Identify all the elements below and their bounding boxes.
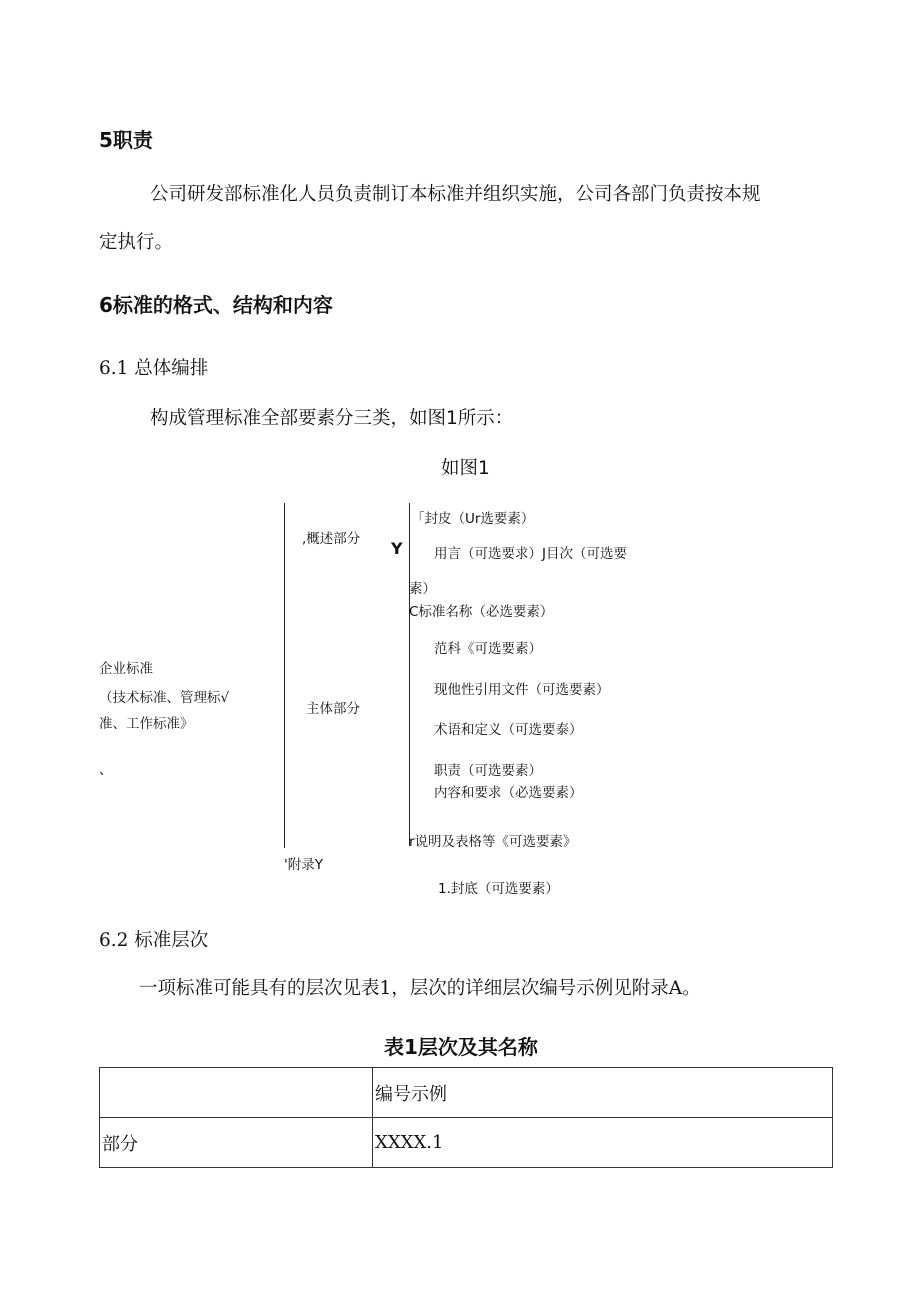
section-6-2-heading: 6.2 标准层次 xyxy=(99,930,209,951)
table-row xyxy=(100,1118,833,1168)
table-header-cell: 编号示例 xyxy=(373,1068,833,1118)
diagram-branch-overview-mark: Y xyxy=(391,539,403,558)
table-1-title: 表1层次及其名称 xyxy=(384,1035,538,1059)
section-6-heading: 6标准的格式、结构和内容 xyxy=(99,293,333,317)
diagram-item-duties: 职责（可选要素） xyxy=(434,763,542,779)
diagram-item-preface-line1: 用言（可选要求）J目次（可选要 xyxy=(434,546,627,562)
section-6-1-paragraph: 构成管理标准全部要素分三类，如图1所示： xyxy=(150,408,514,429)
diagram-item-terms: 术语和定义（可选要泰） xyxy=(434,722,583,738)
diagram-item-cover: 「封皮（Ur选要素） xyxy=(411,511,535,527)
figure-caption: 如图1 xyxy=(441,458,490,479)
diagram-item-back-cover: 1.封底（可选要素） xyxy=(438,881,559,897)
diagram-branch-appendix: '附录Y xyxy=(284,857,323,873)
diagram-root-mark: 、 xyxy=(99,762,113,778)
diagram-item-preface-line2: 素） xyxy=(409,581,436,597)
table-cell: XXXX.1 xyxy=(373,1118,833,1168)
diagram-branch-main: 主体部分 xyxy=(306,701,360,717)
table-header-row xyxy=(100,1068,833,1118)
section-5-paragraph-line1: 公司研发部标准化人员负责制订本标准并组织实施，公司各部门负责按本规 xyxy=(150,184,761,205)
diagram-item-content: 内容和要求（必选要素） xyxy=(434,785,583,801)
diagram-item-references: 现他性引用文件（可选要素） xyxy=(434,682,610,698)
diagram-root-subtitle-line1: （技术标准、管理标√ xyxy=(99,690,230,706)
section-5-paragraph-line2: 定执行。 xyxy=(99,232,174,253)
section-6-2-paragraph: 一项标准可能具有的层次见表1，层次的详细层次编号示例见附录A。 xyxy=(139,978,701,999)
table-header-cell xyxy=(100,1068,373,1118)
diagram-root-subtitle-line2: 准、工作标准》 xyxy=(99,716,194,732)
diagram-item-notes: r说明及表格等《可选要素》 xyxy=(409,834,577,850)
diagram-item-scope: 范科《可选要素） xyxy=(434,641,542,657)
section-5-heading: 5职责 xyxy=(99,128,153,152)
levels-table xyxy=(99,1067,833,1168)
diagram-right-bracket-line xyxy=(409,503,410,846)
diagram-item-name: C标准名称（必选要素） xyxy=(409,604,554,620)
diagram-branch-overview: ,概述部分 xyxy=(302,531,361,547)
diagram-root-title: 企业标准 xyxy=(99,661,153,677)
diagram-left-bracket-line xyxy=(284,503,285,848)
section-6-1-heading: 6.1 总体编排 xyxy=(99,358,209,379)
table-cell: 部分 xyxy=(100,1118,373,1168)
